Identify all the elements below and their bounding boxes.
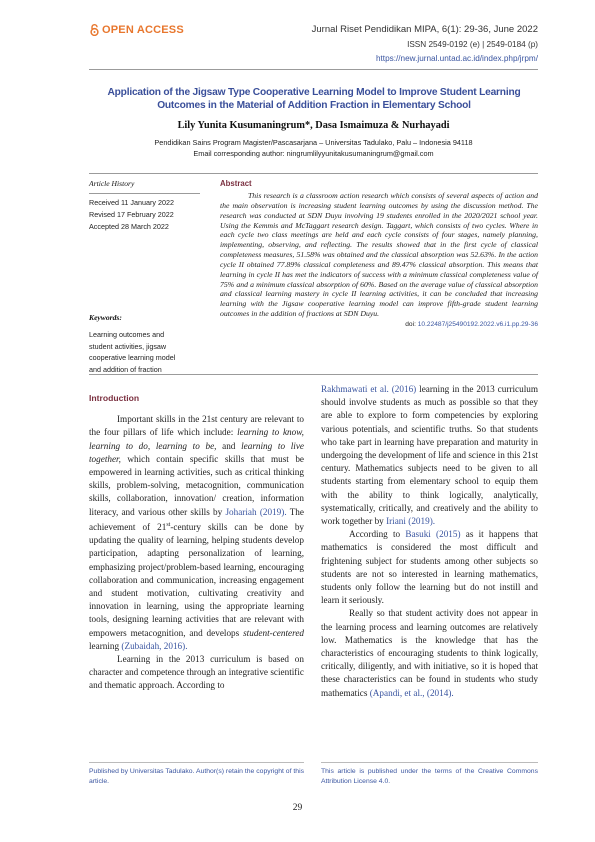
abstract-divider xyxy=(89,374,538,375)
doi-label: doi: xyxy=(405,320,418,328)
history-divider xyxy=(89,193,200,194)
keyword-line: Learning outcomes and xyxy=(89,330,165,339)
citation-link[interactable]: Rakhmawati et al. (2016) xyxy=(321,384,417,394)
citation-link[interactable]: Iriani (2019). xyxy=(386,516,436,527)
abstract xyxy=(220,179,538,328)
citation-link[interactable]: (Apandi, et al., (2014). xyxy=(369,687,454,698)
keyword-line: student activities, jigsaw xyxy=(89,341,167,351)
page-number: 29 xyxy=(292,803,303,813)
header-divider xyxy=(89,69,538,70)
abstract-heading: Abstract xyxy=(220,179,252,188)
keywords-heading: Keywords: xyxy=(89,313,122,322)
history-heading: Article History xyxy=(89,179,135,188)
received-date: Received 11 January 2022 xyxy=(89,198,174,207)
issn: ISSN 2549-0192 (e) | 2549-0184 (p) xyxy=(407,40,538,49)
journal-info xyxy=(312,22,538,66)
logo-text: OPEN ACCESS xyxy=(102,24,184,36)
doi-link[interactable]: 10.22487/j25490192.2022.v6.i1.pp.29-36 xyxy=(417,320,538,328)
authors: Lily Yunita Kusumaningrum*, Dasa Ismaimuza & Nurhayadi xyxy=(177,120,450,131)
paragraph: Important skills in the 21st century are relevant to the four pillars of life which include: learning to know, learning to do, learning to be, and learning to live together, which contain specific skills that must be empowered in learning activities, such as critical thinking skills, problem-solving, metacognition, communication skills, collaboration, innovation/ creation, information literacy, and various other skills by Johariah (2019). The achievement of 21st-century skills can be done by updating the quality of learning, helping students develop participation, adapting personalization of learning, emphasizing project/problem-based learning, encouraging collaboration and communication, increasing engagement and student motivation, cultivating creativity and innovation in learning, using the appropriate learning tools, designing learning activities that are relevant with empowers metacognition, and develops student-centered learning (Zubaidah, 2016). xyxy=(89,414,305,651)
paragraph: Rakhmawati et al. (2016) learning in the 2013 curriculum should involve students as much as possible so that they are able to explore to form competencies by exploring various potentials, and scientific truths. So that students who take part in learning have preparation and maturity in undergoing the development of life and science in this 21st century. Mathematics subjects need to be given to all students starting from elementary school to equip them with the ability to think logically, analytically, systematically, critically, and creatively and the ability to work together by Iriani (2019). xyxy=(321,384,538,527)
revised-date: Revised 17 February 2022 xyxy=(89,210,174,219)
footer-license-note: This article is published under the terms of the Creative Commons Attribution License 4.0. xyxy=(321,768,538,785)
paragraph: According to Basuki (2015) as it happens that mathematics is considered the most difficult and frightening subject for students among other subjects so students are not so interested in learning mathematics, students only follow the learning but do not instill and learn it seriously. xyxy=(321,529,538,606)
paragraph: Learning in the 2013 curriculum is based on character and competence through an integrative scientific and thematic approach. According to xyxy=(89,653,304,691)
article-history xyxy=(89,179,208,233)
footer-divider-left xyxy=(89,762,304,763)
article-title: Application of the Jigsaw Type Cooperative Learning Model to Improve Student Learning Outcomes in the Material of Addition Fraction in Elementary School xyxy=(107,87,521,111)
open-access-logo xyxy=(89,24,184,36)
abstract-body: This research is a classroom action research which consists of several aspects of action and the main observation is increasing student learning outcomes by using the discussion method. The research was conducted at SDN Duyu involving 19 students enrolled in the 2020/2021 school year. Using the Kemmis and McTaggart research design. Taggart, which consists of two cycles. Where in each cycle two class meetings are held and each cycle consists of four stages, namely planning, implementing, observing, and reflecting. The results showed that in the first cycle of classical completeness measures, 51.58% was obtained and the classical absorption was 52.63%. In the action cycle II obtained 77.89% classical completeness and 89.47% classical absorption. This means that learning in cycle II has met the indicators of success with a minimum classical completeness value of 75% and a minimum classical absorption of 60%. Based on the average value of classical absorption and classical learning mastery in cycle II learning activities, it can be concluded that increasing learning with the Jigsaw cooperative learning model can improve fifth-grade student learning outcomes in the addition of fractions at SDN Duyu. xyxy=(220,191,538,319)
left-column xyxy=(89,392,304,693)
doi xyxy=(220,321,538,328)
right-column xyxy=(321,383,538,700)
keywords xyxy=(89,313,208,375)
paragraph: Really so that student activity does not appear in the learning process and learning outcomes are relatively low. Mathematics is the knowledge that has the characteristics of encouraging students to think logically, critically, diligently, and with initiative, so it is hoped that these characteristics can be found in students who study mathematics (Apandi, et al., (2014). xyxy=(321,608,538,698)
citation-link[interactable]: Johariah (2019). xyxy=(225,506,287,517)
affiliation: Pendidikan Sains Program Magister/Pascasarjana – Universitas Tadulako, Palu – Indonesia 94118 xyxy=(154,138,473,147)
title-divider xyxy=(89,173,538,174)
keyword-line: cooperative learning model xyxy=(89,353,176,362)
affiliation-block xyxy=(89,137,538,159)
citation-link[interactable]: (Zubaidah, 2016). xyxy=(121,640,188,651)
journal-name: Jurnal Riset Pendidikan MIPA, 6(1): 29-36, June 2022 xyxy=(311,24,538,35)
section-heading-introduction: Introduction xyxy=(89,393,140,403)
keyword-line: and addition of fraction xyxy=(89,364,162,374)
corresponding-email: Email corresponding author: ningrumlilyyunitakusumaningrum@gmail.com xyxy=(193,149,434,158)
footer-divider-right xyxy=(321,762,538,763)
journal-url[interactable]: https://new.jurnal.untad.ac.id/index.php/jrpm/ xyxy=(375,54,538,63)
open-lock-icon xyxy=(89,24,100,36)
citation-link[interactable]: Basuki (2015) xyxy=(405,529,461,540)
accepted-date: Accepted 28 March 2022 xyxy=(89,222,169,231)
footer-publisher-note: Published by Universitas Tadulako. Author(s) retain the copyright of this article. xyxy=(89,768,304,785)
